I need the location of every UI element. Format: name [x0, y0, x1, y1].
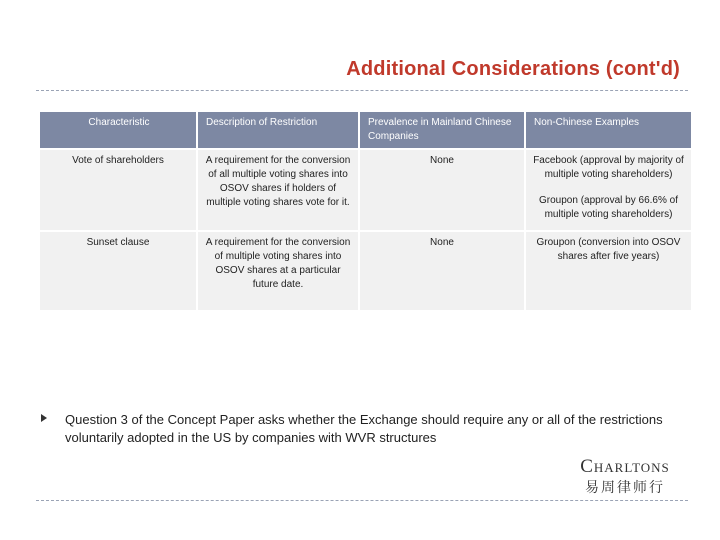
table-row — [40, 148, 691, 230]
row-examples — [526, 148, 691, 230]
row-examples — [526, 230, 691, 310]
row-characteristic: Vote of shareholders — [40, 148, 196, 230]
row-prevalence: None — [360, 148, 524, 230]
example-item: Groupon (conversion into OSOV shares after five years) — [536, 237, 681, 262]
top-divider — [36, 90, 688, 91]
header-description: Description of Restriction — [198, 112, 358, 148]
row-description: A requirement for the conversion of multiple voting shares into OSOV shares at a particular future date. — [198, 230, 358, 310]
example-item: Facebook (approval by majority of multiple voting shareholders) — [533, 155, 684, 180]
triangle-bullet-icon — [40, 414, 48, 422]
restrictions-table — [38, 112, 693, 310]
logo-english: Charltons — [580, 456, 670, 477]
row-description: A requirement for the conversion of all multiple voting shares into OSOV shares if holders of multiple voting shares vote for it. — [198, 148, 358, 230]
example-item: Groupon (approval by 66.6% of multiple voting shareholders) — [539, 195, 678, 220]
row-prevalence: None — [360, 230, 524, 310]
table-header-row — [40, 112, 691, 148]
charltons-logo — [560, 456, 690, 496]
header-examples: Non-Chinese Examples — [526, 112, 691, 148]
logo-chinese: 易周律师行 — [585, 479, 665, 495]
row-characteristic: Sunset clause — [40, 230, 196, 310]
header-characteristic: Characteristic — [40, 112, 196, 148]
table-row — [40, 230, 691, 310]
bottom-divider — [36, 500, 688, 501]
question-note: Question 3 of the Concept Paper asks whether the Exchange should require any or all of the restrictions voluntarily adopted in the US by companies with WVR structures — [65, 412, 663, 445]
page-title: Additional Considerations (cont'd) — [346, 58, 680, 80]
header-prevalence: Prevalence in Mainland Chinese Companies — [360, 112, 524, 148]
